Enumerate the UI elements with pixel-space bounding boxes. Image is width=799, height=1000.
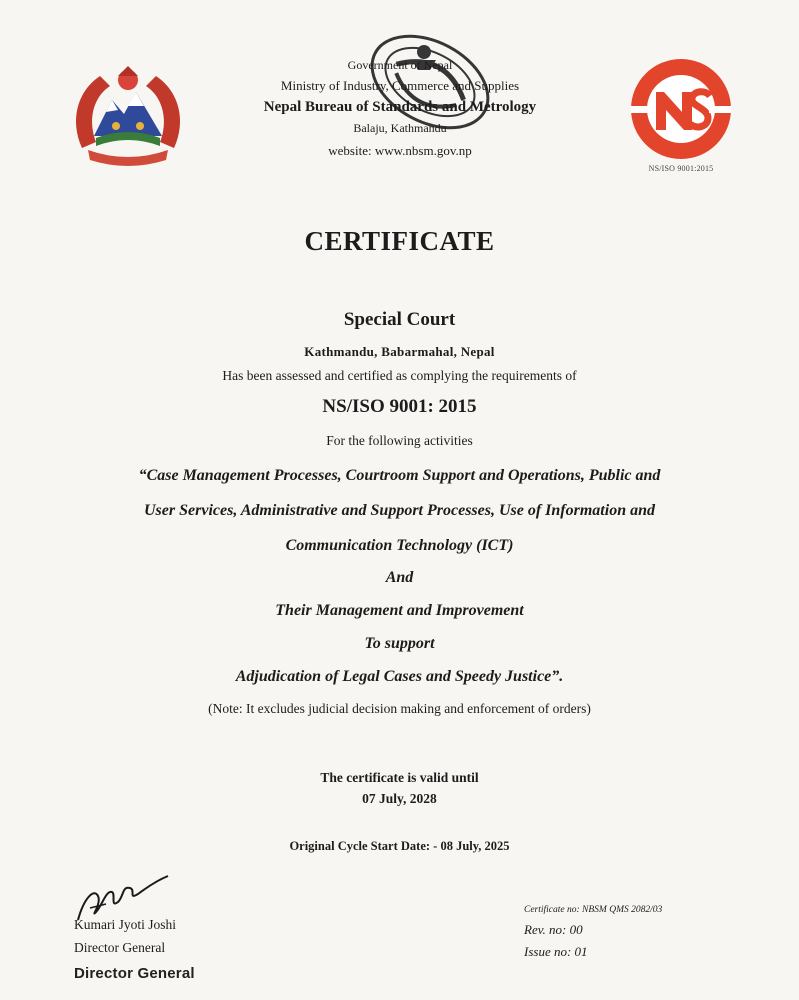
bureau-address: Balaju, Kathmandu xyxy=(353,121,447,135)
validity-label: The certificate is valid until xyxy=(320,770,479,785)
activity-line: Communication Technology (ICT) xyxy=(285,537,514,554)
organization-location: Kathmandu, Babarmahal, Nepal xyxy=(304,344,495,359)
activity-line: And xyxy=(385,569,414,586)
activities-intro: For the following activities xyxy=(326,433,473,448)
activity-line: Adjudication of Legal Cases and Speedy Justice”. xyxy=(235,668,564,685)
signatory-name: Kumari Jyoti Joshi xyxy=(74,917,177,932)
bureau-name: Nepal Bureau of Standards and Metrology xyxy=(263,99,537,115)
validity-date: 07 July, 2028 xyxy=(362,791,437,806)
cycle-start-date: Original Cycle Start Date: - 08 July, 2025 xyxy=(289,839,510,853)
exclusion-note: (Note: It excludes judicial decision making and enforcement of orders) xyxy=(208,701,591,716)
signatory-stamp: Director General xyxy=(74,965,195,982)
ministry-name: Ministry of Industry, Commerce and Supplies xyxy=(280,78,520,93)
organization-name: Special Court xyxy=(343,309,456,330)
iso-caption: NS/ISO 9001:2015 xyxy=(648,164,714,173)
nepal-emblem-icon xyxy=(66,62,190,170)
activity-line: User Services, Administrative and Support Processes, Use of Information and xyxy=(144,502,655,519)
certificate-title: CERTIFICATE xyxy=(304,226,495,256)
assessment-statement: Has been assessed and certified as complying the requirements of xyxy=(222,368,577,383)
ns-certification-logo-icon xyxy=(628,56,734,162)
standard-name: NS/ISO 9001: 2015 xyxy=(322,396,477,417)
activity-line: “Case Management Processes, Courtroom Support and Operations, Public and xyxy=(138,467,661,484)
government-name: Government of Nepal xyxy=(347,58,453,72)
issue-number: Issue no: 01 xyxy=(524,944,588,959)
signatory-title: Director General xyxy=(74,940,166,955)
bureau-website: website: www.nbsm.gov.np xyxy=(328,143,472,158)
activity-line: Their Management and Improvement xyxy=(275,602,524,619)
revision-number: Rev. no: 00 xyxy=(524,922,583,937)
activity-line: To support xyxy=(364,635,435,652)
certificate-number: Certificate no: NBSM QMS 2082/03 xyxy=(524,905,663,915)
